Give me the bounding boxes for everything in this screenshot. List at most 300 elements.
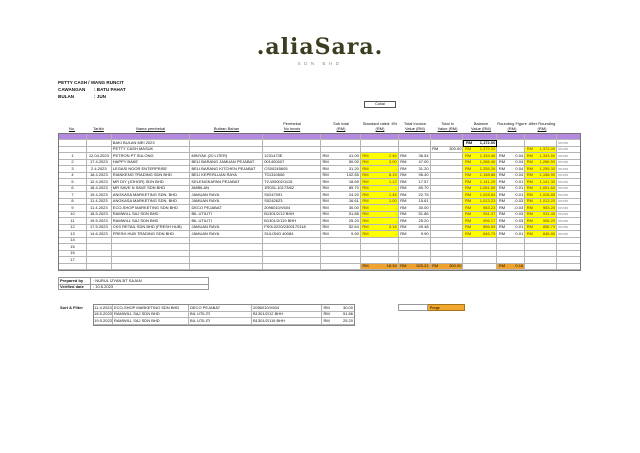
amount-value: 1,333.50 [539, 153, 556, 158]
currency-label: RM [323, 311, 330, 317]
currency-label: RM [322, 172, 329, 178]
amount-value: 52.64 [348, 224, 359, 230]
invois-note: invois [557, 166, 580, 173]
month-label: BULAN [58, 93, 75, 99]
currency-label: RM [464, 153, 472, 158]
table-header-row [58, 100, 581, 133]
currency-label: RM [362, 198, 369, 204]
table-row [59, 264, 580, 271]
currency-label: RM [362, 192, 369, 197]
amount-value: 89.70 [418, 185, 429, 191]
cell-nama: ANGKASA MARKETING SDN. BHD [112, 199, 191, 206]
currency-label: RM [362, 185, 369, 191]
header-label: Value (RM) [471, 125, 491, 131]
branch-label: CAWANGAN [58, 86, 86, 92]
currency-label: RM [464, 205, 472, 210]
cell-tarikh: 11.4.2023 [87, 205, 112, 212]
amount-value: 1,286.46 [479, 159, 496, 165]
amount-value: 41.00 [348, 153, 359, 158]
currency-label: RM [400, 211, 407, 217]
amount-value: 931.37 [483, 211, 496, 217]
cell-no: 11 [59, 218, 87, 225]
cell-butiran: JAMUAN RAYA [190, 231, 263, 238]
amount-value: 25.20 [348, 218, 359, 223]
currency-label: RM [362, 231, 369, 236]
currency-label: RM [400, 179, 407, 184]
petty-cash-table [58, 100, 581, 271]
currency-label: RM [498, 211, 506, 217]
cell-no: 12 [59, 225, 87, 232]
amount-value: 0.03 [515, 218, 524, 223]
cell-nama: PETRON PT SULONG [112, 153, 191, 160]
prepared-by-table [58, 277, 209, 290]
cell-no: 14 [59, 238, 87, 245]
cell-no: 5 [59, 179, 87, 186]
cell-tarikh: 2.4.2023 [87, 166, 112, 173]
cell-no: 16 [59, 251, 87, 258]
cell-nama: RIANKENG TRADING SDN BHD [112, 173, 191, 180]
currency-label: RM [400, 166, 407, 171]
currency-label: RM [322, 166, 329, 171]
header-cell-totalinv [399, 100, 431, 133]
cell-nama: RAMWILL SAJ SDN BHD [113, 318, 189, 325]
amount-value: 0.04 [515, 159, 524, 165]
cell-no [59, 264, 87, 271]
header-cell-no [58, 100, 86, 133]
cell-no: 6 [59, 186, 87, 193]
currency-label: RM [322, 159, 329, 165]
cell-no: 9 [59, 205, 87, 212]
currency-label: RM [498, 172, 506, 178]
amount-value: 0.01 [515, 192, 524, 197]
header-label: Total Invoice [403, 120, 427, 126]
invois-note: invois [557, 218, 580, 225]
header-label: (RM) [375, 125, 385, 131]
amount-value: 1.45 [388, 192, 397, 197]
header-label: After Rounding [528, 120, 556, 126]
invois-note: invois [557, 147, 580, 154]
currency-label: RM [400, 263, 407, 269]
cell-invois: B1301/2/119 BHH [263, 218, 321, 225]
currency-label: RM [498, 153, 506, 158]
month-field [58, 94, 126, 99]
header-label: Balance [473, 120, 489, 126]
amount-value: 0.16 [515, 263, 524, 269]
amount-value: 0.04 [515, 172, 524, 178]
currency-label: RM [400, 172, 407, 178]
currency-label: RM [498, 198, 506, 204]
currency-label: RM [322, 185, 329, 191]
currency-label: RM [498, 218, 506, 223]
currency-label: RM [526, 146, 533, 152]
amount-value: 0.01 [515, 185, 524, 191]
amount-value: 31.20 [348, 166, 359, 171]
currency-label: RM [322, 231, 329, 236]
amount-value: 1,141.29 [479, 179, 496, 184]
cell-tax [361, 264, 399, 271]
amount-value: 931.40 [542, 211, 556, 217]
invois-note: invois [557, 160, 580, 167]
header-label: Pembekal [283, 120, 301, 126]
verified-date-label: Verified date [58, 284, 91, 291]
amount-value: 24.20 [348, 192, 359, 197]
amount-value: 846.80 [542, 231, 556, 236]
invois-note: invois [557, 212, 580, 219]
table-body [58, 133, 581, 271]
currency-label: RM [526, 179, 533, 184]
currency-label: RM [464, 231, 472, 236]
amount-value: 1,028.85 [539, 192, 556, 197]
amount-value: 50.00 [348, 159, 359, 165]
currency-label: RM [322, 211, 329, 217]
cell-butiran: BIL UTILITI [189, 312, 252, 319]
amount-value: 6.15 [388, 172, 397, 178]
currency-label: RM [400, 231, 407, 236]
invois-note: invois [557, 140, 580, 147]
currency-label: RM [464, 198, 472, 204]
cell-tarikh: 11.4.2023 [87, 199, 112, 206]
verified-date-row [58, 284, 209, 291]
currency-label: RM [400, 159, 407, 165]
amount-value: 856.69 [483, 224, 496, 230]
amount-value: 30.00 [342, 305, 353, 310]
currency-label: RM [400, 192, 407, 197]
cell-invois: T01310606 [263, 173, 321, 180]
sort-filter-table [93, 304, 355, 326]
cell-nama: HAPPY BAKE [112, 160, 191, 167]
cell-amount [322, 318, 354, 325]
amount-value: 16.61 [348, 198, 359, 204]
cell-invois: 1R031-10173/62 [263, 186, 321, 193]
cell-invois: 001400407 [263, 160, 321, 167]
cell-butiran: DECO PEJABAT [189, 305, 252, 312]
cell-invois: S0247091 [263, 192, 321, 199]
currency-label: RM [464, 185, 472, 191]
cell-invois: CS00245605 [263, 166, 321, 173]
currency-label: RM [498, 192, 506, 197]
invois-note: invois [557, 205, 580, 212]
amount-value: -0.03 [514, 198, 524, 204]
currency-label: RM [362, 211, 369, 217]
amount-value: 1,333.46 [479, 153, 496, 158]
cell-nama: BAKI BULAN MEI 2023 [112, 140, 191, 147]
invois-note: invois [557, 199, 580, 206]
amount-value: 1,172.00 [479, 140, 496, 146]
cell-invois: T2-W0002/1115 [263, 179, 321, 186]
header-cell-butiran [190, 100, 263, 133]
currency-label: RM [526, 159, 533, 165]
amount-value: 51.86 [342, 311, 353, 317]
amount-value: 1,372.00 [539, 146, 556, 152]
amount-value: -0.03 [514, 205, 524, 210]
currency-label: RM [464, 179, 472, 184]
amount-value: 30.00 [418, 205, 429, 210]
cell-invois: B1301/2/12 BHH [263, 212, 321, 219]
cell-no: 2 [59, 160, 87, 167]
cell-no: 3 [59, 166, 87, 173]
invois-note: invois [557, 179, 580, 186]
amount-value: 846.79 [483, 231, 496, 236]
header-label: Tarikh [93, 125, 104, 131]
currency-label: RM [464, 192, 472, 197]
cell-nama: ECO-SHOP MARKETING SDN BHD [112, 205, 191, 212]
cell-tarikh: 12.4.2023 [87, 179, 112, 186]
brand-wordmark: .aliaSara. [256, 34, 384, 60]
header-label: Total in [441, 120, 454, 126]
currency-label: RM [498, 231, 506, 236]
cell-butiran: JAMUAN RAYA [190, 225, 263, 232]
amount-value: 300.00 [449, 263, 462, 269]
cell-totalinv [399, 264, 431, 271]
cell-no: 13 [59, 231, 87, 238]
cell-nama: RAMWILL SAJ SDN BHD [112, 212, 191, 219]
amount-value: 51.86 [418, 211, 429, 217]
amount-value: - [395, 218, 397, 223]
cell-butiran [190, 264, 263, 271]
amount-value: 1,028.84 [479, 192, 496, 197]
branch-field [58, 87, 126, 92]
header-cell-totalin [431, 100, 464, 133]
cell-tarikh: 17.5.2023 [87, 225, 112, 232]
cell-no: 8 [59, 199, 87, 206]
header-label: Rounding Figure [497, 120, 527, 126]
cell-butiran: BELI BARANG KITCHEN PEJABAT [190, 166, 263, 173]
cell-nama: MR DIY (JOHOR) SDN BHD [112, 179, 191, 186]
header-cell-subtotal [321, 100, 361, 133]
cell-butiran: KELENGKAPAN PEJABAT [190, 179, 263, 186]
header-label: (RM) [537, 125, 547, 131]
currency-label: RM [465, 140, 473, 146]
report-title: PETTY CASH / WANG RUNCIT [58, 80, 124, 85]
currency-label: RM [526, 166, 533, 171]
currency-label: RM [498, 224, 506, 230]
invois-note: invois [557, 231, 580, 238]
currency-label: RM [322, 205, 329, 210]
cell-tarikh: 18.4.2023 [87, 173, 112, 180]
amount-value: 1,255.26 [479, 166, 496, 171]
currency-label: RM [526, 231, 533, 236]
header-label: (RM) [507, 125, 517, 131]
currency-label: RM [323, 305, 330, 310]
blank-cell [398, 304, 428, 311]
cell-nama: ECO-SHOP MARKETING SDN BHD [113, 305, 189, 312]
sort-filter-body [94, 305, 354, 325]
currency-label: RM [464, 172, 472, 178]
amount-value: 1,158.90 [539, 172, 556, 178]
currency-label: RM [400, 218, 407, 223]
cell-butiran: MINYAK (20 LITER) [190, 153, 263, 160]
currency-label: RM [432, 146, 439, 152]
currency-label: RM [498, 263, 506, 269]
invois-note: invois [557, 186, 580, 193]
amount-value: 49.48 [418, 224, 429, 230]
invois-note: invois [557, 192, 580, 199]
header-label: Butiran Bahan [213, 125, 240, 131]
header-label: Value (RM) [405, 125, 425, 131]
currency-label: RM [498, 166, 506, 171]
currency-label: RM [362, 172, 369, 178]
amount-value: 983.23 [483, 205, 496, 210]
month-value: : JUN [94, 93, 106, 99]
amount-value: 102.55 [346, 172, 359, 178]
amount-value: 0.04 [515, 153, 524, 158]
currency-label: RM [362, 153, 369, 158]
currency-label: RM [526, 224, 533, 230]
amount-value: 0.04 [515, 166, 524, 171]
currency-label: RM [464, 146, 472, 152]
amount-value: 51.86 [348, 211, 359, 217]
amount-value: 1,255.30 [539, 166, 556, 171]
header-cell-after [526, 100, 558, 133]
cell-tarikh [87, 264, 112, 271]
amount-value: 89.70 [348, 185, 359, 191]
currency-label: RM [464, 211, 472, 217]
amount-value: 18.69 [348, 179, 359, 184]
amount-value: 0.01 [515, 231, 524, 236]
currency-label: RM [322, 153, 329, 158]
currency-label: RM [362, 179, 369, 184]
amount-value: 906.20 [542, 218, 556, 223]
cell-butiran: BIL UTILITI [189, 318, 252, 325]
amount-value: 96.40 [418, 172, 429, 178]
amount-value: - [395, 166, 397, 171]
amount-value: 1,013.23 [479, 198, 496, 204]
amount-value: 1.12 [388, 179, 397, 184]
cell-butiran: JAMUAN RAYA [190, 199, 263, 206]
prepared-by-value: : NURUL IZYAN BT SAJAN [91, 277, 209, 284]
purge-box [398, 304, 465, 311]
invois-note [557, 264, 580, 271]
invois-note: invois [557, 173, 580, 180]
header-label: No. [68, 125, 76, 131]
currency-label: RM [526, 192, 533, 197]
cell-invois: S0242623 [263, 199, 321, 206]
currency-label: RM [322, 224, 329, 230]
amount-value: 3.16 [388, 224, 397, 230]
amount-value: 31.20 [418, 166, 429, 171]
sort-filter-row [94, 318, 354, 325]
header-label: No invois [283, 125, 301, 131]
amount-value: 525.21 [416, 263, 429, 269]
header-label: Standard rated: 6% [362, 120, 398, 126]
cell-nama [112, 264, 191, 271]
header-cell-nama [111, 100, 190, 133]
amount-value: 9.90 [420, 231, 429, 236]
cell-tarikh: 18.5.2023 [94, 311, 112, 317]
currency-label: RM [526, 198, 533, 204]
currency-label: RM [400, 153, 407, 158]
cell-butiran: DECO PEJABAT [190, 205, 263, 212]
cell-invois: B1301/2/12 BHH [252, 312, 322, 319]
cell-butiran: AMBILAN [190, 186, 263, 193]
cell-balance [463, 264, 497, 271]
amount-value: 47.00 [418, 159, 429, 165]
cell-nama: MR SAVE N SAVE SDN BHD [112, 186, 191, 193]
currency-label: RM [526, 185, 533, 191]
amount-value: 2.46 [388, 153, 397, 158]
cell-nama: RAMWILL SAJ SDN BHD [113, 312, 189, 319]
amount-value: 25.20 [418, 218, 429, 223]
amount-value: 3.00 [388, 159, 397, 165]
cell-no: 1 [59, 153, 87, 160]
currency-label: RM [464, 159, 472, 165]
currency-label: RM [362, 159, 369, 165]
cell-no: 7 [59, 192, 87, 199]
amount-value: - [395, 231, 397, 236]
amount-value: 983.20 [542, 205, 556, 210]
cell-no: 15 [59, 244, 87, 251]
branch-value: : BATU PAHAT [94, 86, 126, 92]
cell-nama: CKS RETAIL SDN BHD (FRESH HUB) [112, 225, 191, 232]
currency-label: RM [362, 263, 369, 269]
cell-invois: FS0L0220/2300170118 [263, 225, 321, 232]
cell-after [525, 264, 557, 271]
company-logo [0, 36, 640, 66]
cell-tarikh: 17.4.2023 [87, 160, 112, 167]
header-label: (RM) [336, 125, 346, 131]
amount-value: 1,013.20 [539, 198, 556, 204]
currency-label: RM [400, 198, 407, 204]
amount-value: 9.90 [351, 231, 359, 236]
amount-value: 38.54 [418, 153, 429, 158]
cell-tarikh: 12.04.2023 [87, 153, 112, 160]
currency-label: RM [526, 172, 533, 178]
cell-tarikh: 18.5.2023 [87, 212, 112, 219]
amount-value: 906.17 [483, 218, 496, 223]
amount-value: 17.57 [418, 179, 429, 184]
currency-label: RM [498, 205, 506, 210]
currency-label: RM [526, 153, 533, 158]
currency-label: RM [323, 318, 330, 323]
report-info-block [58, 80, 126, 101]
currency-label: RM [322, 192, 329, 197]
cell-no: 10 [59, 212, 87, 219]
invois-note: invois [557, 225, 580, 232]
cell-butiran: BELI KEPERLUAN RAYA [190, 173, 263, 180]
currency-label: RM [526, 205, 533, 210]
currency-label: RM [498, 179, 506, 184]
cell-nama: ANGKASA MARKETING SDN. BHD [112, 192, 191, 199]
currency-label: RM [464, 224, 472, 230]
cell-invois: B1301/2/119 BHH [252, 318, 322, 325]
cell-tarikh: 19.5.2023 [94, 318, 112, 323]
cell-butiran: BELI BARANG JAMUAN PEJABAT [190, 160, 263, 167]
amount-value: 1,141.30 [539, 179, 556, 184]
amount-value: - [395, 211, 397, 217]
cell-no: 4 [59, 173, 87, 180]
header-cell-tax [361, 100, 399, 133]
currency-label: RM [432, 263, 439, 269]
cell-nama: PETTY CASH MASUK [112, 147, 191, 154]
cell-invois: 1231473E [263, 153, 321, 160]
verified-date-value: : 10.6.2023 [91, 284, 209, 291]
amount-value: 22.75 [418, 192, 429, 197]
cell-tarikh: 18.4.2023 [87, 186, 112, 193]
cell-butiran: BIL UTILITI [190, 218, 263, 225]
amount-value: 300.00 [449, 146, 462, 152]
sort-filter-label: Sort & Filter [60, 305, 83, 310]
header-cell-rounding [498, 100, 526, 133]
amount-value: 1,158.86 [479, 172, 496, 178]
cell-tarikh: 19.5.2023 [87, 218, 112, 225]
currency-label: RM [400, 224, 407, 230]
header-label: Sub total [333, 120, 349, 126]
amount-value: 0.01 [515, 179, 524, 184]
cell-tarikh: 14.6.2023 [87, 231, 112, 238]
currency-label: RM [322, 179, 329, 184]
amount-value: 856.70 [542, 224, 556, 230]
currency-label: RM [400, 205, 407, 210]
